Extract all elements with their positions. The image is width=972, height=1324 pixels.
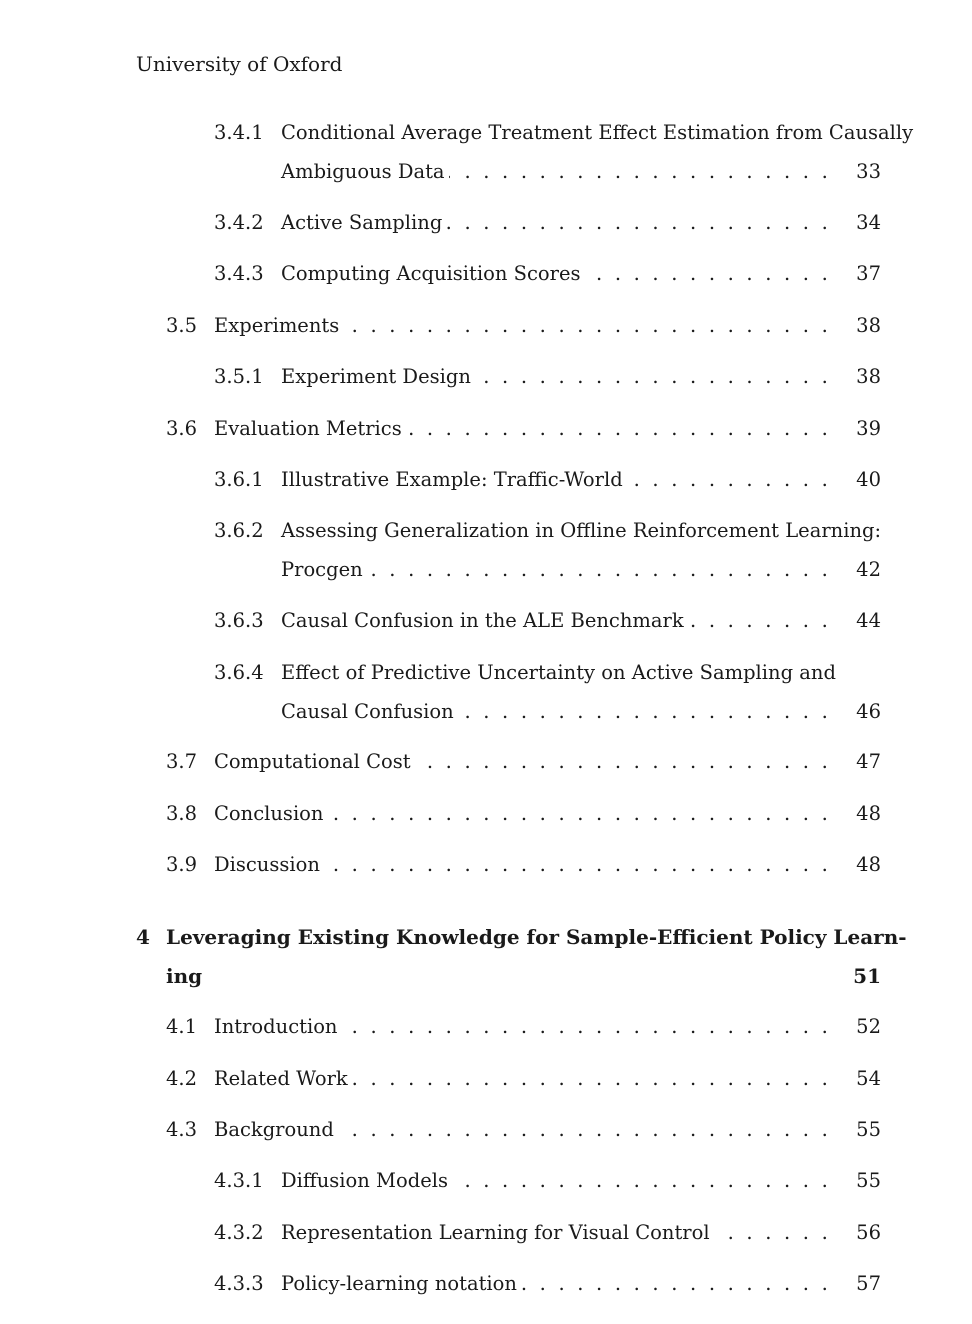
title-line (214, 1067, 881, 1091)
dot-leader (342, 1015, 832, 1039)
section-title: Related Work (214, 1067, 348, 1090)
dot-leader (475, 365, 831, 389)
dot-leader (327, 802, 831, 826)
dot-leader (406, 417, 831, 441)
section-number: 3.4.3 (214, 262, 264, 285)
section-title: Experiment Design (281, 365, 471, 388)
chapter-title-continued: ing (166, 964, 203, 988)
title-line (214, 1015, 881, 1039)
dot-leader (714, 1221, 831, 1245)
section-number: 3.8 (166, 802, 198, 825)
section-title: Conclusion (214, 802, 324, 825)
title-line (281, 262, 881, 286)
dot-leader (688, 609, 831, 633)
page-number: 47 (856, 750, 881, 773)
section-number: 4.3.3 (214, 1272, 264, 1295)
page-number: 54 (856, 1067, 881, 1090)
title-line (214, 1118, 881, 1142)
section-title: Active Sampling (281, 211, 443, 234)
chapter-title-line-1 (166, 925, 907, 949)
dot-leader (338, 1118, 831, 1142)
section-number: 3.4.1 (214, 121, 264, 144)
title-line (214, 314, 881, 338)
section-title: Illustrative Example: Traffic-World (281, 468, 623, 491)
section-title: Policy-learning notation (281, 1272, 517, 1295)
section-title: Conditional Average Treatment Effect Estimation from Causally (281, 121, 914, 144)
section-title-continued: Causal Confusion (281, 700, 454, 723)
section-number: 3.5 (166, 314, 198, 337)
section-number: 3.4.2 (214, 211, 264, 234)
section-number: 3.5.1 (214, 365, 264, 388)
title-line-1 (281, 661, 836, 685)
dot-leader (343, 314, 831, 338)
dot-leader (367, 558, 831, 582)
running-header: University of Oxford (136, 52, 343, 76)
page-number: 56 (856, 1221, 881, 1244)
page-number: 44 (856, 609, 881, 632)
page-number: 55 (856, 1169, 881, 1192)
section-number: 3.6 (166, 417, 198, 440)
section-number: 3.6.3 (214, 609, 264, 632)
chapter-title-line-2 (166, 964, 881, 988)
section-title: Computational Cost (214, 750, 411, 773)
page-number: 48 (856, 853, 881, 876)
title-line (281, 365, 881, 389)
section-title: Diffusion Models (281, 1169, 448, 1192)
section-title: Experiments (214, 314, 340, 337)
dot-leader (449, 160, 831, 184)
dot-leader (446, 211, 831, 235)
section-title: Representation Learning for Visual Control (281, 1221, 710, 1244)
title-line (214, 750, 881, 774)
title-line-2 (281, 558, 881, 582)
page-number: 57 (856, 1272, 881, 1295)
section-number: 4.3.1 (214, 1169, 264, 1192)
dot-leader (324, 853, 831, 877)
section-number: 3.9 (166, 853, 198, 876)
title-line (281, 211, 881, 235)
page-number: 52 (856, 1015, 881, 1038)
chapter-title: Leveraging Existing Knowledge for Sample-Efficient Policy Learn- (166, 925, 907, 949)
dot-leader (458, 700, 831, 724)
title-line (281, 1221, 881, 1245)
dot-leader (521, 1272, 831, 1296)
title-line (281, 1272, 881, 1296)
section-number: 3.6.2 (214, 519, 264, 542)
title-line-2 (281, 700, 881, 724)
title-line (281, 609, 881, 633)
page-number: 37 (856, 262, 881, 285)
page-number: 38 (856, 314, 881, 337)
section-title: Introduction (214, 1015, 338, 1038)
section-number: 4.3 (166, 1118, 198, 1141)
chapter-number: 4 (136, 925, 150, 949)
section-number: 3.6.4 (214, 661, 264, 684)
title-line (281, 468, 881, 492)
section-title: Effect of Predictive Uncertainty on Active Sampling and (281, 661, 836, 684)
section-title: Evaluation Metrics (214, 417, 402, 440)
page-number: 46 (856, 700, 881, 723)
page-number: 39 (856, 417, 881, 440)
section-title-continued: Ambiguous Data (281, 160, 445, 183)
title-line (214, 802, 881, 826)
page-number: 38 (856, 365, 881, 388)
section-title: Background (214, 1118, 334, 1141)
page-number: 51 (853, 964, 881, 988)
dot-leader (415, 750, 831, 774)
title-line (281, 1169, 881, 1193)
page-number: 40 (856, 468, 881, 491)
dot-leader (627, 468, 831, 492)
section-number: 4.3.2 (214, 1221, 264, 1244)
section-title-continued: Procgen (281, 558, 363, 581)
page-number: 34 (856, 211, 881, 234)
dot-leader (585, 262, 832, 286)
section-title: Assessing Generalization in Offline Reinforcement Learning: (281, 519, 882, 542)
title-line-1 (281, 121, 914, 145)
page-number: 33 (856, 160, 881, 183)
section-title: Computing Acquisition Scores (281, 262, 581, 285)
section-number: 3.6.1 (214, 468, 264, 491)
section-number: 4.2 (166, 1067, 198, 1090)
dot-leader (452, 1169, 831, 1193)
section-number: 4.1 (166, 1015, 198, 1038)
section-number: 3.7 (166, 750, 198, 773)
title-line-1 (281, 519, 882, 543)
title-line (214, 417, 881, 441)
page-number: 48 (856, 802, 881, 825)
title-line (214, 853, 881, 877)
page-number: 42 (856, 558, 881, 581)
section-title: Discussion (214, 853, 320, 876)
dot-leader (352, 1067, 831, 1091)
section-title: Causal Confusion in the ALE Benchmark (281, 609, 684, 632)
page-number: 55 (856, 1118, 881, 1141)
title-line-2 (281, 160, 881, 184)
